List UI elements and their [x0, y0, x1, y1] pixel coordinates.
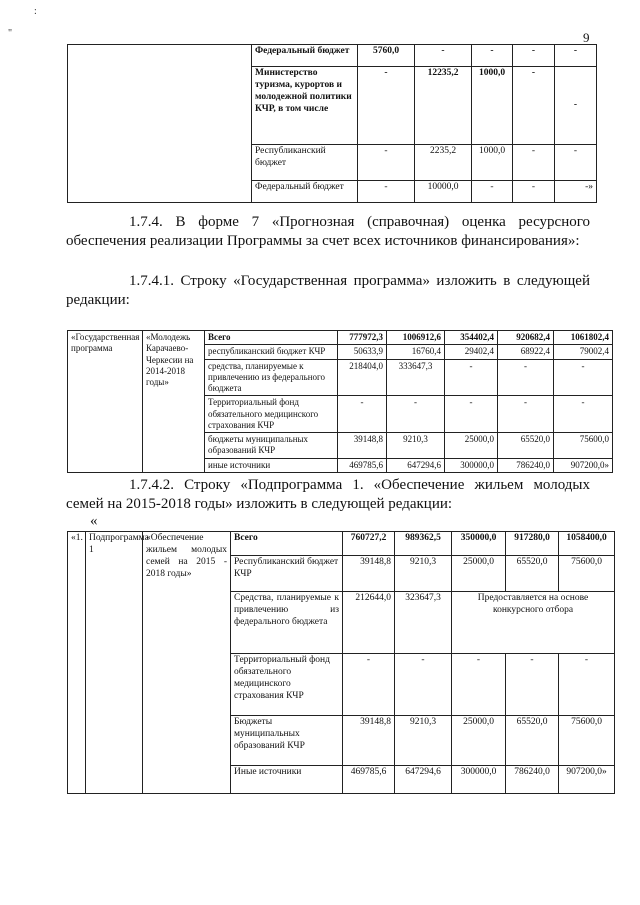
empty-cell [68, 45, 252, 203]
paragraph-1-7-4: 1.7.4. В форме 7 «Прогнозная (справочная) оценка ресурсного обеспечения реализации Программы за счет всех источников финансирования»: [66, 214, 590, 249]
cell-value: - [387, 396, 445, 433]
row-label: иные источники [205, 458, 338, 472]
subprogram-name-cell: «Обеспечение жильем молодых семей на 2015 - 2018 годы» [143, 532, 231, 794]
cell-value: 1000,0 [472, 67, 513, 145]
cell-value: 786240,0 [506, 766, 559, 794]
cell-value: - [554, 359, 613, 396]
cell-value: 469785,6 [338, 458, 387, 472]
row-label: Федеральный бюджет [252, 181, 358, 203]
cell-value: 777972,3 [338, 331, 387, 345]
cell-value: 65520,0 [506, 556, 559, 592]
cell-value: - [513, 67, 555, 145]
cell-value: 647294,6 [395, 766, 452, 794]
cell-value: - [445, 396, 498, 433]
table-row [68, 45, 597, 67]
cell-value: 9210,3 [395, 716, 452, 766]
margin-mark: : [34, 6, 37, 17]
cell-value: - [472, 45, 513, 67]
margin-mark: " [8, 28, 13, 39]
cell-value: 300000,0 [445, 458, 498, 472]
cell-value: 354402,4 [445, 331, 498, 345]
opening-quote: « [90, 513, 98, 529]
subprogram-type-cell: Подпрограмма 1 [86, 532, 143, 794]
cell-value: 39148,8 [343, 716, 395, 766]
row-label: Всего [231, 532, 343, 556]
table-subprogram-1 [67, 531, 615, 794]
cell-value: - [498, 396, 554, 433]
cell-value: 25000,0 [452, 556, 506, 592]
row-label: средства, планируемые к привлечению из федерального бюджета [205, 359, 338, 396]
cell-value: 9210,3 [387, 433, 445, 459]
cell-value: - [343, 654, 395, 716]
cell-value: 333647,3 [387, 359, 445, 396]
cell-value: - [554, 396, 613, 433]
cell-value: 39148,8 [338, 433, 387, 459]
cell-value: - [395, 654, 452, 716]
cell-value: 25000,0 [445, 433, 498, 459]
cell-value: - [358, 67, 415, 145]
cell-value: 79002,4 [554, 345, 613, 359]
cell-value: 75600,0 [559, 556, 615, 592]
cell-value: 920682,4 [498, 331, 554, 345]
merged-competitive-selection: Предоставляется на основе конкурсного отбора [452, 592, 615, 654]
cell-value: 786240,0 [498, 458, 554, 472]
cell-value: - [513, 145, 555, 181]
cell-value: -» [555, 181, 597, 203]
cell-value: 65520,0 [506, 716, 559, 766]
cell-value: 25000,0 [452, 716, 506, 766]
cell-value: - [555, 67, 597, 145]
cell-value: - [513, 181, 555, 203]
cell-value: 647294,6 [387, 458, 445, 472]
cell-value: 5760,0 [358, 45, 415, 67]
cell-value: - [498, 359, 554, 396]
row-label: Федеральный бюджет [252, 45, 358, 67]
row-label: Территориальный фонд обязательного медицинского страхования КЧР [231, 654, 343, 716]
cell-value: 12235,2 [415, 67, 472, 145]
cell-value: 989362,5 [395, 532, 452, 556]
cell-value: - [555, 45, 597, 67]
row-label: Территориальный фонд обязательного медицинского страхования КЧР [205, 396, 338, 433]
cell-value: 50633,9 [338, 345, 387, 359]
cell-value: 75600,0 [554, 433, 613, 459]
cell-value: - [338, 396, 387, 433]
cell-value: - [559, 654, 615, 716]
cell-value: 350000,0 [452, 532, 506, 556]
cell-value: 907200,0» [559, 766, 615, 794]
cell-value: 907200,0» [554, 458, 613, 472]
row-label: Всего [205, 331, 338, 345]
table-row [68, 331, 613, 345]
row-label: Средства, планируемые к привлечению из федерального бюджета [231, 592, 343, 654]
row-label: Иные источники [231, 766, 343, 794]
paragraph-1-7-4-1: 1.7.4.1. Строку «Государственная программа» изложить в следующей редакции: [66, 273, 590, 308]
table-row [68, 532, 615, 556]
cell-value: - [358, 145, 415, 181]
cell-value: 1000,0 [472, 145, 513, 181]
cell-value: 1061802,4 [554, 331, 613, 345]
cell-value: 469785,6 [343, 766, 395, 794]
cell-value: 10000,0 [415, 181, 472, 203]
cell-value: 1006912,6 [387, 331, 445, 345]
cell-value: 300000,0 [452, 766, 506, 794]
cell-value: 323647,3 [395, 592, 452, 654]
row-label: Министерство туризма, курортов и молодежной политики КЧР, в том числе [252, 67, 358, 145]
cell-value: - [358, 181, 415, 203]
cell-value: 212644,0 [343, 592, 395, 654]
cell-value: - [452, 654, 506, 716]
program-name-cell: «Молодежь Карачаево-Черкесии на 2014-2018 годы» [143, 331, 205, 473]
row-number-cell: «1. [68, 532, 86, 794]
paragraph-1-7-4-2: 1.7.4.2. Строку «Подпрограмма 1. «Обеспечение жильем молодых семей на 2015-2018 годы» изложить в следующей редакции: [66, 477, 590, 512]
cell-value: 9210,3 [395, 556, 452, 592]
row-label: бюджеты муниципальных образований КЧР [205, 433, 338, 459]
row-label: Республиканский бюджет [252, 145, 358, 181]
cell-value: - [415, 45, 472, 67]
cell-value: 68922,4 [498, 345, 554, 359]
cell-value: - [506, 654, 559, 716]
cell-value: 39148,8 [343, 556, 395, 592]
row-label: Республиканский бюджет КЧР [231, 556, 343, 592]
cell-value: - [472, 181, 513, 203]
cell-value: 29402,4 [445, 345, 498, 359]
cell-value: 75600,0 [559, 716, 615, 766]
row-label: республиканский бюджет КЧР [205, 345, 338, 359]
cell-value: 1058400,0 [559, 532, 615, 556]
table-continuation [67, 44, 597, 203]
table-state-program [67, 330, 613, 473]
cell-value: 917280,0 [506, 532, 559, 556]
page-number: 9 [583, 30, 590, 45]
cell-value: - [513, 45, 555, 67]
cell-value: 760727,2 [343, 532, 395, 556]
cell-value: 218404,0 [338, 359, 387, 396]
row-label: Бюджеты муниципальных образований КЧР [231, 716, 343, 766]
cell-value: 2235,2 [415, 145, 472, 181]
cell-value: 16760,4 [387, 345, 445, 359]
cell-value: 65520,0 [498, 433, 554, 459]
program-type-cell: «Государственная программа [68, 331, 143, 473]
cell-value: - [445, 359, 498, 396]
cell-value: - [555, 145, 597, 181]
